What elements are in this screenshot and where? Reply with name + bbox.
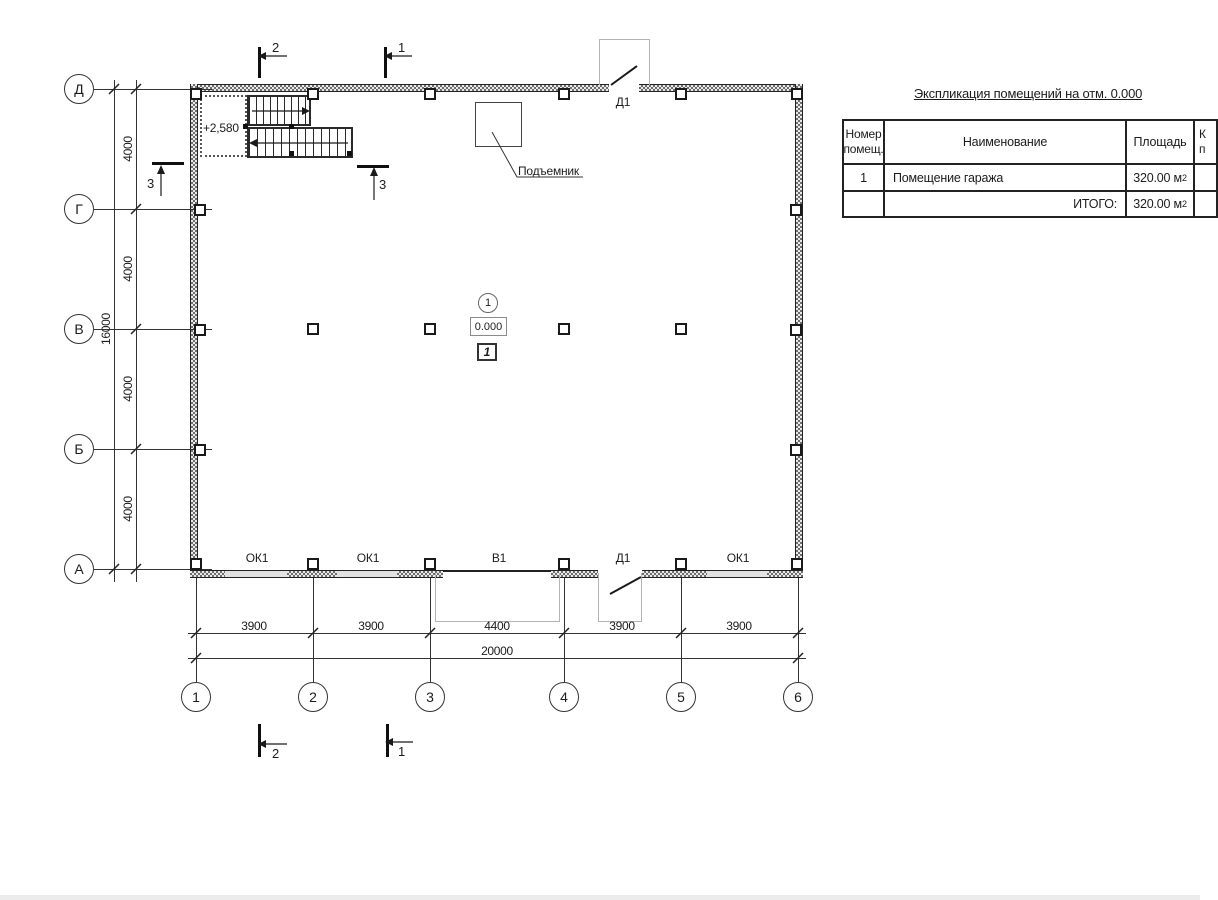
section-1-bottom-mark [386,724,389,757]
axis-bubble-4 [549,682,579,712]
section-2-top-label: 2 [272,40,280,55]
section-2-bottom-label: 2 [272,746,280,761]
axis-letter: В [74,321,84,337]
header-text: п [1199,142,1206,156]
bottom-wall-segment [642,570,707,578]
axis-number: 3 [426,689,434,705]
stair-level-label: +2,580 [203,121,239,135]
room-number-text: 1 [484,297,492,309]
axis-bubble-b [64,434,94,464]
section-1-top-label: 1 [398,40,406,55]
pilaster [791,88,803,100]
interior-column [424,323,436,335]
dim-4000: 4000 [121,376,135,402]
header-text: Наименование [962,135,1048,149]
axis-letter: А [74,561,84,577]
dim-4000: 4000 [121,256,135,282]
stair-flight-lower [247,127,353,158]
dim-16000: 16000 [99,313,113,345]
bottom-wall-segment [190,570,225,578]
header-text: Площадь [1133,135,1187,149]
dimension-line-horizontal-total [188,658,806,659]
cell-text: 1 [860,170,867,185]
stair-flight-upper [247,95,311,126]
window-label: ОК1 [356,551,380,565]
total-clipped-cell [1195,192,1216,216]
section-3-left-label: 3 [147,176,155,191]
window-ok1 [225,570,287,578]
dimension-line-vertical-total [114,80,115,582]
header-room-number [844,121,885,165]
cell-text: 320.00 м [1133,170,1182,185]
section-3-right-label: 3 [379,177,387,192]
total-area-cell: 320.00 м 2 [1127,192,1195,216]
pilaster [558,88,570,100]
gate-v1-outline [435,573,560,622]
axis-number: 5 [677,689,685,705]
header-text: Номер [845,127,882,141]
window-label: ОК1 [245,551,269,565]
axis-line [313,578,314,682]
section-2-top-mark [258,47,261,78]
top-wall-right-segment [639,84,803,92]
dimension-line-vertical-segments [136,80,137,582]
pilaster [675,88,687,100]
axis-bubble-2 [298,682,328,712]
sheet-bottom-strip [0,895,1200,900]
gate-v1-line [443,570,551,572]
axis-letter: Б [74,441,84,457]
axis-line [798,578,799,682]
gate-label: В1 [491,551,507,565]
pilaster [307,88,319,100]
axis-bubble-1 [181,682,211,712]
pilaster [194,444,206,456]
dim-4000: 4000 [121,496,135,522]
dim-4000: 4000 [121,136,135,162]
window-ok1 [707,570,767,578]
header-area [1127,121,1195,165]
stair-post [289,124,294,129]
stair-post [289,151,294,156]
door-d1-bottom-outline [598,573,642,622]
pilaster [194,204,206,216]
header-name [885,121,1127,165]
level-mark-text: 0.000 [474,320,503,333]
room-number-circle [478,293,498,313]
cell-text: Помещение гаража [893,170,1004,185]
header-text: К [1199,127,1206,141]
section-1-bottom-label: 1 [398,744,406,759]
cell-text: ИТОГО: [1073,197,1117,211]
section-arrow-head [157,165,165,174]
axis-bubble-5 [666,682,696,712]
dim-3900: 3900 [358,619,384,633]
pilaster [790,444,802,456]
level-mark-box [470,317,507,336]
window-ok1 [337,570,397,578]
pilaster [791,558,803,570]
cell-text: 320.00 м [1133,197,1182,211]
pilaster [307,558,319,570]
axis-line [681,578,682,682]
dim-3900: 3900 [609,619,635,633]
section-3-left-mark [152,162,184,165]
axis-line [430,578,431,682]
total-label-cell [885,192,1127,216]
pilaster [190,558,202,570]
total-empty-cell [844,192,885,216]
row-area-cell: 320.00 м 2 [1127,165,1195,192]
section-2-bottom-mark [258,724,261,757]
axis-bubble-d [64,74,94,104]
header-clipped-column [1195,121,1216,165]
lift-label: Подъемник [518,164,579,178]
top-wall-left-segment [190,84,609,92]
pilaster [424,88,436,100]
table-title: Экспликация помещений на отм. 0.000 [913,86,1143,101]
dim-4400: 4400 [484,619,510,633]
dim-3900: 3900 [241,619,267,633]
rooms-table [842,119,1218,218]
dimension-line-horizontal-segments [188,633,806,634]
room-tag-text: 1 [483,345,491,359]
interior-column [307,323,319,335]
window-label: ОК1 [726,551,750,565]
axis-bubble-6 [783,682,813,712]
header-text: помещ. [843,142,884,156]
section-1-top-mark [384,47,387,78]
pilaster [190,88,202,100]
pilaster [790,324,802,336]
pilaster [424,558,436,570]
axis-bubble-3 [415,682,445,712]
axis-bubble-a [64,554,94,584]
pilaster [675,558,687,570]
pilaster [558,558,570,570]
stair-post [347,151,352,156]
section-3-right-mark [357,165,389,168]
row-name-cell [885,165,1127,192]
section-arrow-head [370,167,378,176]
door-label: Д1 [615,95,631,109]
row-clipped-cell [1195,165,1216,192]
dim-3900: 3900 [726,619,752,633]
axis-number: 2 [309,689,317,705]
pilaster [194,324,206,336]
axis-line [196,578,197,682]
axis-number: 6 [794,689,802,705]
row-number-cell [844,165,885,192]
dim-20000: 20000 [481,644,513,658]
axis-bubble-v [64,314,94,344]
pilaster [790,204,802,216]
stair-post [243,124,248,129]
axis-line [564,578,565,682]
axis-bubble-g [64,194,94,224]
lift-square [475,102,522,147]
axis-letter: Д [74,81,84,97]
bottom-wall-segment [287,570,337,578]
interior-column [675,323,687,335]
room-tag-square [477,343,497,361]
axis-letter: Г [75,201,83,217]
bottom-wall-segment [767,570,803,578]
axis-number: 4 [560,689,568,705]
door-label: Д1 [615,551,631,565]
interior-column [558,323,570,335]
door-d1-top-outline [599,39,650,85]
axis-number: 1 [192,689,200,705]
